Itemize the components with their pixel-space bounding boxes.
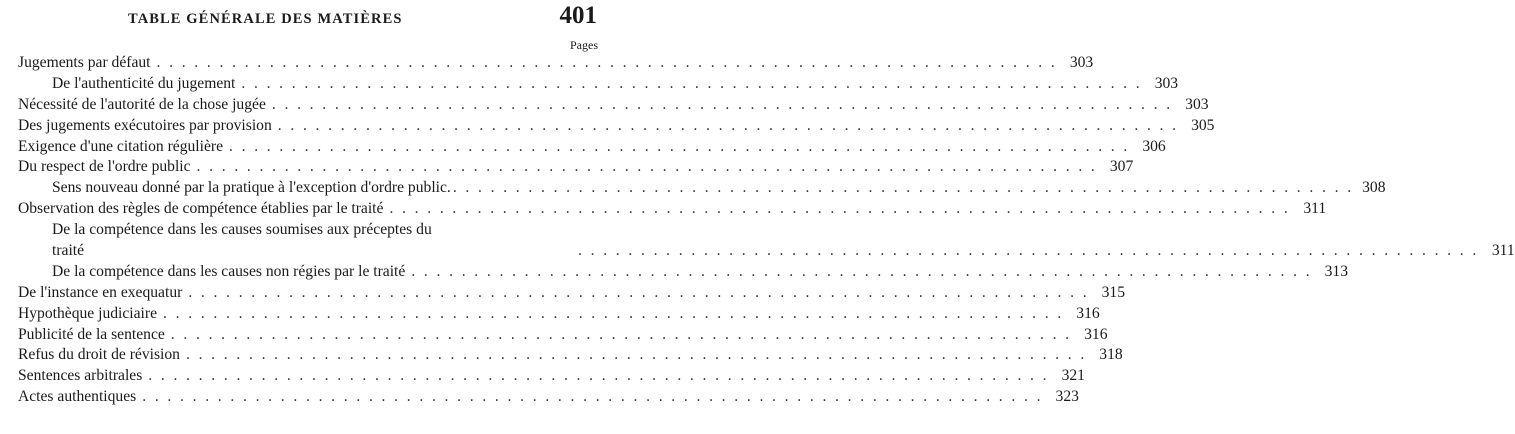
dot-leader [197,157,1098,178]
toc-entry [18,95,1209,116]
toc-entry-page: 316 [1076,304,1100,322]
dot-leader [157,53,1058,74]
toc-entry [18,53,1094,74]
toc-entry-page: 311 [1491,242,1515,260]
table-of-contents [18,53,1515,408]
toc-entry [18,325,1108,346]
toc-entry-title: Du respect de l'ordre public [18,158,191,176]
toc-entry-page: 303 [1154,74,1179,92]
toc-entry-page: 303 [1069,53,1094,71]
toc-entry [18,74,1179,95]
toc-entry-title: Refus du droit de révision [18,346,180,364]
toc-entry [18,199,1327,220]
dot-leader [229,137,1130,158]
toc-entry-title: Sens nouveau donné par la pratique à l'exception d'ordre public. [52,179,451,197]
toc-entry-page: 307 [1109,158,1134,176]
toc-entry-title: Actes authentiques [18,388,137,406]
toc-entry-page: 315 [1101,283,1125,301]
dot-leader [142,387,1043,408]
toc-entry [18,366,1085,387]
toc-entry-page: 313 [1324,262,1348,280]
toc-entry-page: 305 [1191,116,1215,134]
toc-entry-page: 316 [1084,325,1108,343]
toc-entry-page: 311 [1303,200,1327,218]
toc-entry-page: 318 [1099,346,1123,364]
page-number: 401 [559,2,597,29]
toc-entry-title: Hypothèque judiciaire [18,304,157,322]
dot-leader [278,116,1179,137]
toc-entry-title: De la compétence dans les causes soumises aux préceptes du [52,221,432,239]
dot-leader [241,74,1142,95]
dot-leader [163,304,1064,325]
toc-entry-title: De l'instance en exequatur [18,283,183,301]
toc-entry [18,220,1515,262]
toc-entry-title: Nécessité de l'autorité de la chose jugée [18,95,266,113]
toc-entry-title: De la compétence dans les causes non régies par le traité [52,262,406,280]
toc-entry-title: Publicité de la sentence [18,325,165,343]
toc-entry-page: 323 [1055,388,1079,406]
dot-leader [453,178,1354,199]
toc-entry-title: Sentences arbitrales [18,367,143,385]
toc-entry [18,116,1215,137]
toc-entry [18,345,1123,366]
toc-entry [18,178,1386,199]
toc-entry-title: Jugements par défaut [18,53,151,71]
toc-entry [18,262,1348,283]
dot-leader [411,262,1312,283]
dot-leader [186,345,1087,366]
toc-entry [18,387,1079,408]
page-header [0,0,611,52]
toc-entry [18,137,1166,158]
dot-leader [389,199,1290,220]
toc-entry-page: 303 [1185,95,1209,113]
toc-entry-title: Observation des règles de compétence établies par le traité [18,200,384,218]
dot-leader [148,366,1049,387]
dot-leader [272,95,1173,116]
toc-entry-page: 306 [1142,137,1166,155]
toc-entry [18,283,1125,304]
toc-entry-title: Des jugements exécutoires par provision [18,116,272,134]
pages-column-label: Pages [570,38,598,52]
toc-entry [18,157,1134,178]
toc-entry [18,304,1100,325]
toc-entry-title-continued: traité [52,242,85,260]
dot-leader [578,241,1479,262]
dot-leader [171,325,1072,346]
dot-leader [188,283,1089,304]
running-title: TABLE GÉNÉRALE DES MATIÈRES [128,11,403,27]
toc-entry-page: 308 [1362,179,1386,197]
toc-entry-title: Exigence d'une citation régulière [18,137,224,155]
toc-entry-title: De l'authenticité du jugement [52,74,236,92]
toc-entry-page: 321 [1061,367,1085,385]
